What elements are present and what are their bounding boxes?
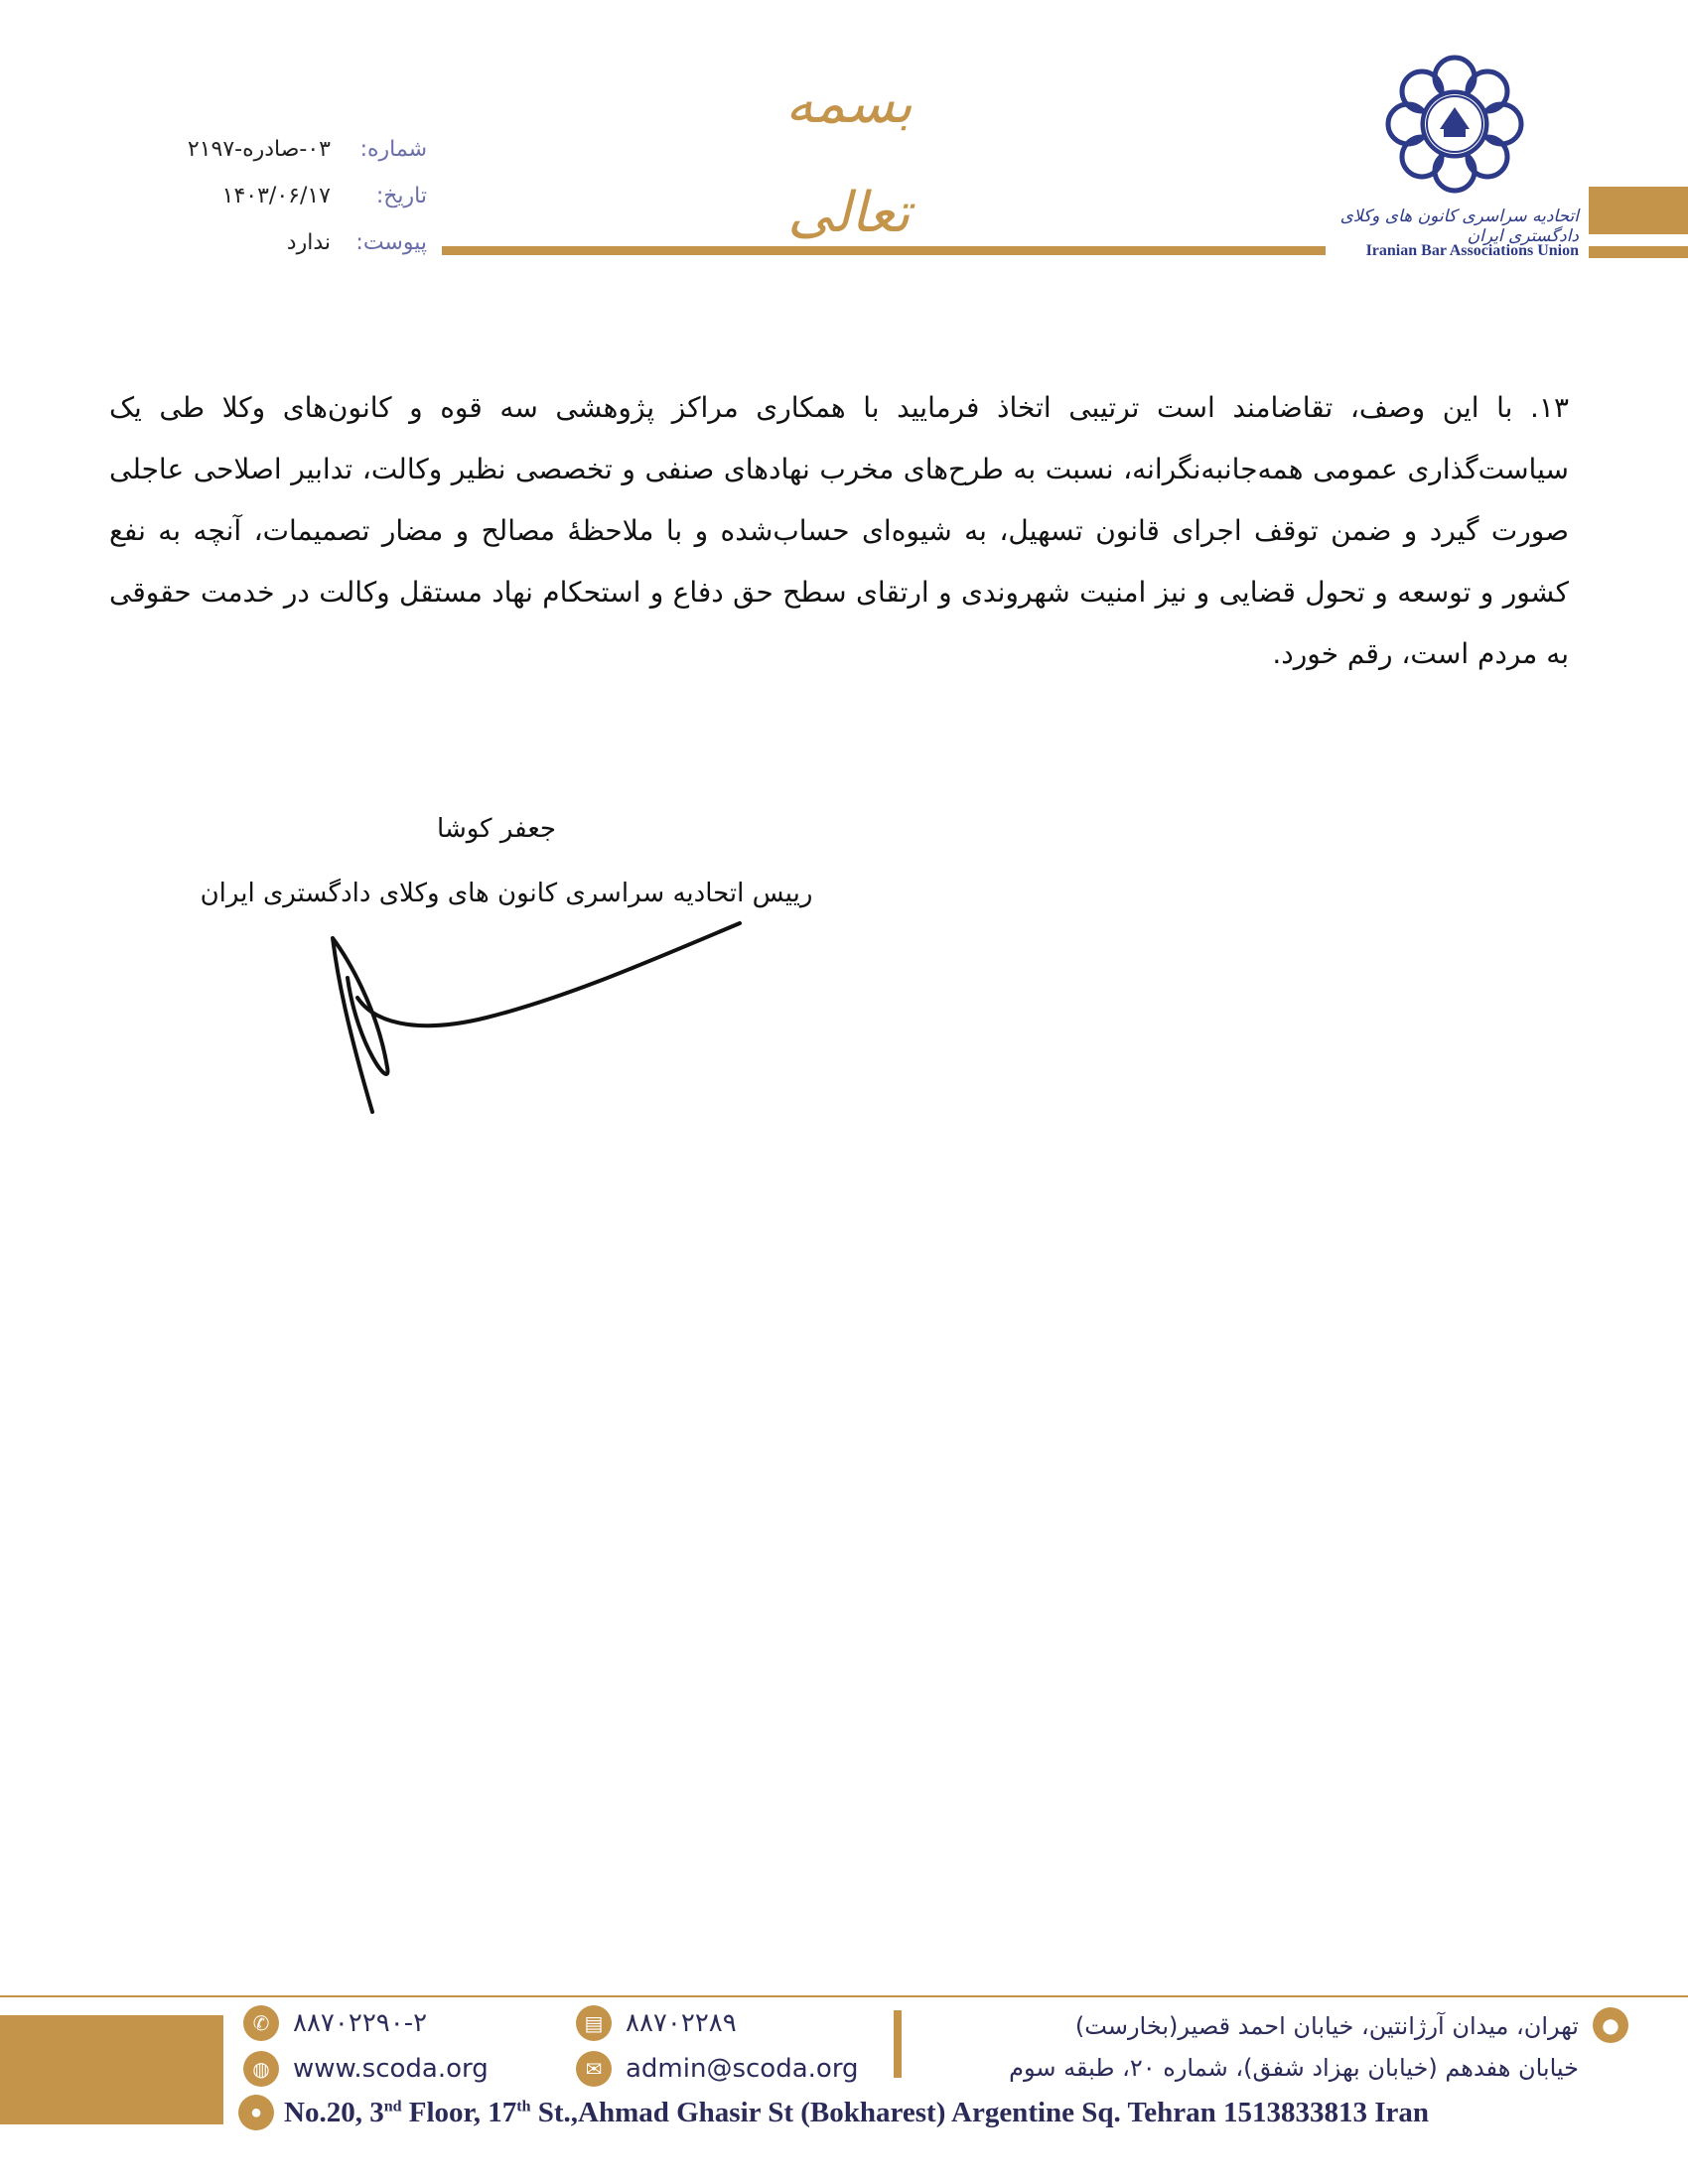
letter-body-paragraph: ۱۳. با این وصف، تقاضامند است ترتیبی اتخاذ فرمایید با همکاری مراکز پژوهشی سه قوه و کانون‌های وکلا طی یک سیاست‌گذاری عمومی همه‌جانبه‌نگرانه، نسبت به طرح‌های مخرب نهادهای صنفی و تخصصی نظیر وکالت، تدابیر اصلاحی عاجلی صورت گیرد و ضمن توقف اجرای قانون تسهیل، به شیوه‌ای حساب‌شده و با ملاحظهٔ مصالح و مضار تصمیمات، آنچه به نفع کشور و توسعه و تحول قضایی و نیز امنیت شهروندی و ارتقای سطح حق دفاع و استحکام نهاد مستقل وکالت در خدمت حقوقی به مردم است، رقم خورد. xyxy=(109,391,1569,670)
globe-icon: ◍ xyxy=(243,2051,279,2087)
footer-phone xyxy=(243,2005,427,2041)
footer-address-persian xyxy=(923,2005,1619,2089)
letter-date-label: تاریخ: xyxy=(375,184,427,208)
letter-number-label: شماره: xyxy=(359,137,427,162)
address-en-sup-1: nd xyxy=(383,2097,402,2115)
footer-address-english xyxy=(238,2095,1658,2130)
location-pin-icon: ● xyxy=(238,2095,274,2130)
footer-accent-block xyxy=(0,2015,223,2124)
letter-date-value: ۱۴۰۳/۰۶/۱۷ xyxy=(221,184,331,208)
english-address xyxy=(284,2097,1429,2129)
footer-fax xyxy=(576,2005,737,2041)
phone-icon: ✆ xyxy=(243,2005,279,2041)
header-accent-strip xyxy=(1589,246,1688,258)
address-en-part-3: St.,Ahmad Ghasir St (Bokharest) Argentine Sq. Tehran 1513833813 Iran xyxy=(530,2096,1429,2128)
letter-number xyxy=(188,137,427,162)
address-line-1: تهران، میدان آرژانتین، خیابان احمد قصیر(بخارست) xyxy=(1074,2012,1579,2040)
letter-number-value: ۰۳-صادره-۲۱۹۷ xyxy=(187,137,331,162)
handwritten-signature xyxy=(318,918,745,1117)
letter-attachment-value: ندارد xyxy=(286,230,331,255)
address-line-2: خیابان هفدهم (خیابان بهزاد شفق)، شماره ۲۰، طبقه سوم xyxy=(1009,2054,1579,2082)
location-pin-icon: ● xyxy=(1593,2007,1628,2043)
address-en-part-2: Floor, 17 xyxy=(401,2096,517,2128)
letter-attachment-label: پیوست: xyxy=(355,230,427,255)
website-link[interactable]: www.scoda.org xyxy=(293,2054,489,2084)
signatory-title: رییس اتحادیه سراسری کانون های وکلای دادگستری ایران xyxy=(200,879,813,908)
fax-number: ۸۸۷۰۲۲۸۹ xyxy=(626,2008,737,2038)
header-divider xyxy=(442,246,1326,255)
fax-icon: ▤ xyxy=(576,2005,612,2041)
address-en-sup-2: th xyxy=(516,2097,531,2115)
letter-attachment xyxy=(287,230,427,255)
address-en-part-1: No.20, 3 xyxy=(284,2096,384,2128)
email-address[interactable]: admin@scoda.org xyxy=(626,2054,859,2084)
footer-email xyxy=(576,2051,859,2087)
footer-vertical-divider xyxy=(894,2010,902,2078)
email-icon: ✉ xyxy=(576,2051,612,2087)
header-accent-block xyxy=(1589,187,1688,234)
footer-divider xyxy=(0,1995,1688,1997)
bar-association-logo xyxy=(1360,30,1549,218)
bismillah-calligraphy: بسمه تعالی xyxy=(785,71,913,245)
phone-number: ۸۸۷۰۲۲۹۰-۲ xyxy=(293,2008,428,2038)
footer-website xyxy=(243,2051,489,2087)
org-name-persian: اتحادیه سراسری کانون های وکلای دادگستری ایران xyxy=(1339,206,1579,246)
org-name-english: Iranian Bar Associations Union xyxy=(1365,242,1579,259)
signatory-name: جعفر کوشا xyxy=(437,814,556,844)
letter-date xyxy=(222,184,427,208)
